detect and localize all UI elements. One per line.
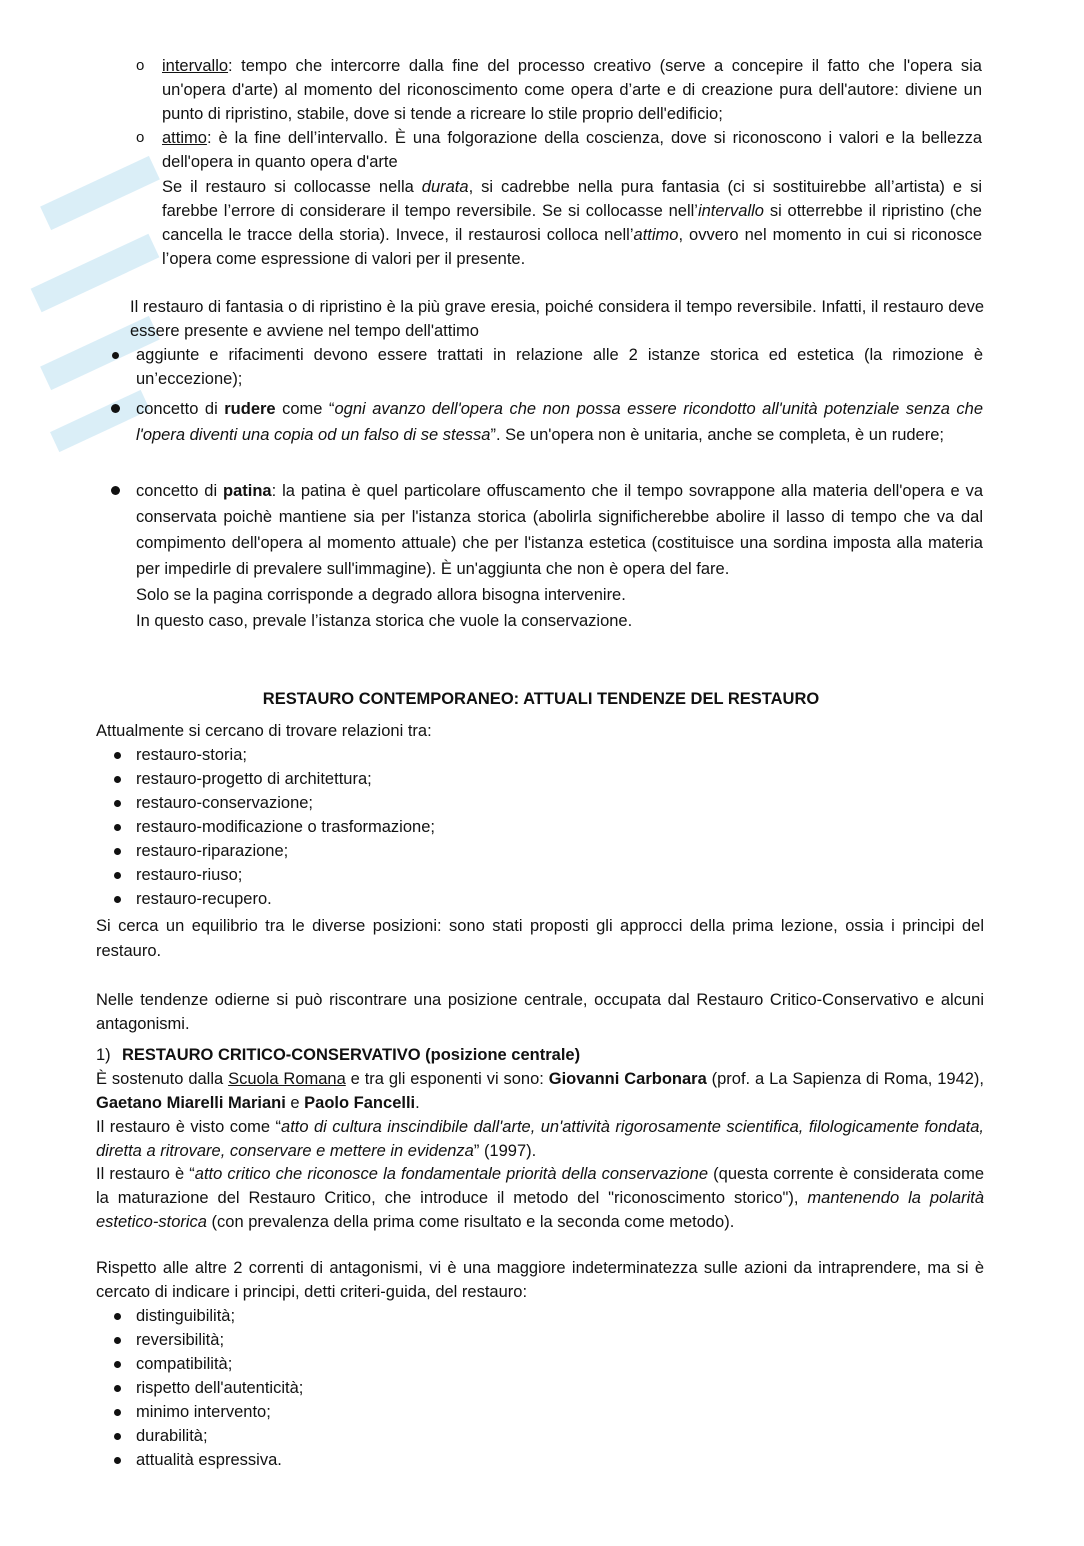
list-item [110,767,990,791]
list-item [110,1424,990,1448]
text-run: , si cadrebbe nella pura fantasia (ci si sostituirebbe all’artista) e si farebbe l’errore di considerare il tempo reversibile. Se si collocasse nell’ [162,178,982,220]
bullet-dot [114,752,121,759]
text-italic: atto di cultura inscindibile dall'arte, un'attività rigorosamente scientifica, filologicamente fondata, diretta a ritrovare, conservare e mettere in evidenza [96,1118,984,1160]
list-item [110,1400,990,1424]
list-item-text: attualità espressiva. [136,1451,282,1469]
text-bold: Giovanni Carbonara [548,1070,707,1088]
text-run: (questa corrente è considerata come la maturazione del Restauro Critico, che introduce il metodo del "riconoscimento storico"), [96,1165,984,1207]
bullet-rudere [136,396,983,448]
text-run: concetto di [136,400,225,418]
bullet-dot [114,1313,121,1320]
text-run: concetto di [136,482,224,500]
list-item [110,1448,990,1472]
sub-item-intervallo [136,54,982,126]
sostenuto-paragraph [96,1067,984,1115]
bullet-text: aggiunte e rifacimenti devono essere trattati in relazione alle 2 istanze storica ed estetica (la rimozione è un’eccezione); [136,346,983,388]
equilibrio-paragraph: Si cerca un equilibrio tra le diverse posizioni: sono stati proposti gli approcci della prima lezione, ossia i principi del restauro. [96,917,984,960]
text-run: (con prevalenza della prima come risultato e la seconda come metodo). [206,1213,735,1231]
bullet-aggiunte [136,343,983,391]
bullet-dot [111,404,120,413]
bullet-dot [114,1457,121,1464]
list-item [110,887,990,911]
text-run: e tra gli esponenti vi sono: [345,1070,549,1088]
list-item-text: restauro-conservazione; [136,794,314,812]
criteri-list [110,1304,990,1472]
text-bold: patina [223,482,272,500]
bullet-dot [114,824,121,831]
text-bold: rudere [224,400,276,418]
text-bold: Paolo Fancelli [304,1094,416,1112]
sub-list [136,54,982,271]
text-run: . [415,1094,420,1112]
list-item-text: minimo intervento; [136,1403,271,1421]
text-italic: atto critico che riconosce la fondamentale priorità della conservazione [194,1165,709,1183]
sub-item-text: : tempo che intercorre dalla fine del processo creativo (serve a concepire il fatto che l'opera sia un'opera d'arte) al momento del riconoscimento come opera d’arte e di creazione pura dell'autore: diviene un punto di ripristino, stabile, dove si tende a ricreare lo stile proprio dell'edificio; [162,57,982,123]
sub-item-text: : è la fine dell’intervallo. È una folgorazione della coscienza, dove si riconoscono i valori e la bellezza dell'opera in quanto opera d'arte [162,129,982,171]
list-item-text: restauro-progetto di architettura; [136,770,372,788]
heading-critico-conservativo [96,1043,984,1067]
list-item-text: compatibilità; [136,1355,233,1373]
list-item [110,1328,990,1352]
heading-title: RESTAURO CRITICO-CONSERVATIVO (posizione centrale) [122,1046,581,1064]
patina-line: In questo caso, prevale l’istanza storica che vuole la conservazione. [136,612,633,630]
text-run: Il restauro è “ [96,1165,195,1183]
list-item-text: restauro-riparazione; [136,842,289,860]
term-attimo: attimo [162,129,207,147]
rispetto-paragraph: Rispetto alle altre 2 correnti di antagonismi, vi è una maggiore indeterminatezza sulle azioni da intraprendere, ma si è cercato di indicare i principi, detti criteri-guida, del restauro: [96,1259,984,1301]
list-item [110,1352,990,1376]
text-run: : la patina è quel particolare offuscamento che il tempo sovrappone alla materia dell'opera e va conservata poichè mantiene sia per l'istanza storica (abolirla significherebbe abolire il lasso di tempo che va dal compimento dell'opera al momento attuale) che per l'istanza estetica (costituisce una sordina imposta alla materia per impedirle di prevalere sull'immagine). È un'aggiunta che non è opera del fare. [136,482,983,578]
bullet-dot [112,352,119,359]
bullet-dot [111,486,120,495]
bullet-dot [114,1337,121,1344]
list-item [110,815,990,839]
paragraph-text: Il restauro di fantasia o di ripristino è la più grave eresia, poiché considera il tempo reversibile. Infatti, il restauro deve essere presente e avviene nel tempo dell'attimo [130,298,984,340]
critico-paragraph [96,1162,984,1234]
patina-line: Solo se la pagina corrisponde a degrado allora bisogna intervenire. [136,586,626,604]
bullet-dot [114,896,121,903]
list-item-text: restauro-recupero. [136,890,272,908]
list-item [110,863,990,887]
list-item-text: restauro-modificazione o trasformazione; [136,818,435,836]
text-run: e [285,1094,305,1112]
list-item-text: restauro-storia; [136,746,247,764]
text-run: come “ [275,400,335,418]
text-run: Se il restauro si collocasse nella [162,178,422,196]
text-italic: mantenendo la polarità estetico-storica [96,1189,984,1231]
bullet-dot [114,848,121,855]
text-italic: intervallo [697,202,764,220]
list-marker: o [136,129,145,146]
bullet-dot [114,776,121,783]
bullet-patina [136,478,983,634]
text-run: (prof. a La Sapienza di Roma, 1942), [706,1070,984,1088]
text-underline: Scuola Romana [228,1070,346,1088]
text-run: , ovvero nel momento in cui si riconosce l’opera come espressione di valori per il presente. [162,226,982,268]
text-run: È sostenuto dalla [96,1070,229,1088]
continuation-paragraph [136,174,982,271]
bullet-dot [114,1433,121,1440]
list-item [110,1304,990,1328]
tendenze-paragraph: Nelle tendenze odierne si può riscontrare una posizione centrale, occupata dal Restauro Critico-Conservativo e alcuni antagonismi. [96,991,984,1033]
list-item-text: restauro-riuso; [136,866,243,884]
list-item-text: distinguibilità; [136,1307,236,1325]
bullet-dot [114,872,121,879]
list-item [110,839,990,863]
term-intervallo: intervallo [162,57,229,75]
bullet-dot [114,800,121,807]
sub-item-attimo [136,126,982,174]
text-run: ”. Se un'opera non è unitaria, anche se completa, è un rudere; [490,426,944,444]
section-title: RESTAURO CONTEMPORANEO: ATTUALI TENDENZE DEL RESTAURO [262,690,820,708]
text-italic: attimo [633,226,679,244]
list-marker: o [136,57,145,74]
list-item [110,791,990,815]
list-item-text: reversibilità; [136,1331,225,1349]
heading-number: 1) [96,1046,111,1064]
text-italic: durata [421,178,469,196]
bullet-dot [114,1409,121,1416]
text-italic: ogni avanzo dell'opera che non possa essere ricondotto all'unità potenziale senza che l'opera diventi una copia od un falso di se stessa [136,400,983,444]
text-run: Il restauro è visto come “ [96,1118,282,1136]
relations-intro: Attualmente si cercano di trovare relazioni tra: [96,722,432,740]
visto-paragraph [96,1115,984,1163]
list-item [110,1376,990,1400]
bullet-dot [114,1361,121,1368]
bullet-dot [114,1385,121,1392]
text-run: si otterrebbe il ripristino (che cancella le tracce della storia). Invece, il restaurosi colloca nell’ [162,202,982,244]
list-item-text: rispetto dell'autenticità; [136,1379,304,1397]
list-item [110,743,990,767]
ripristino-paragraph [130,295,984,343]
text-bold: Gaetano Miarelli Mariani [96,1094,286,1112]
text-run: ” (1997). [473,1142,537,1160]
relations-list [110,743,990,911]
list-item-text: durabilità; [136,1427,208,1445]
